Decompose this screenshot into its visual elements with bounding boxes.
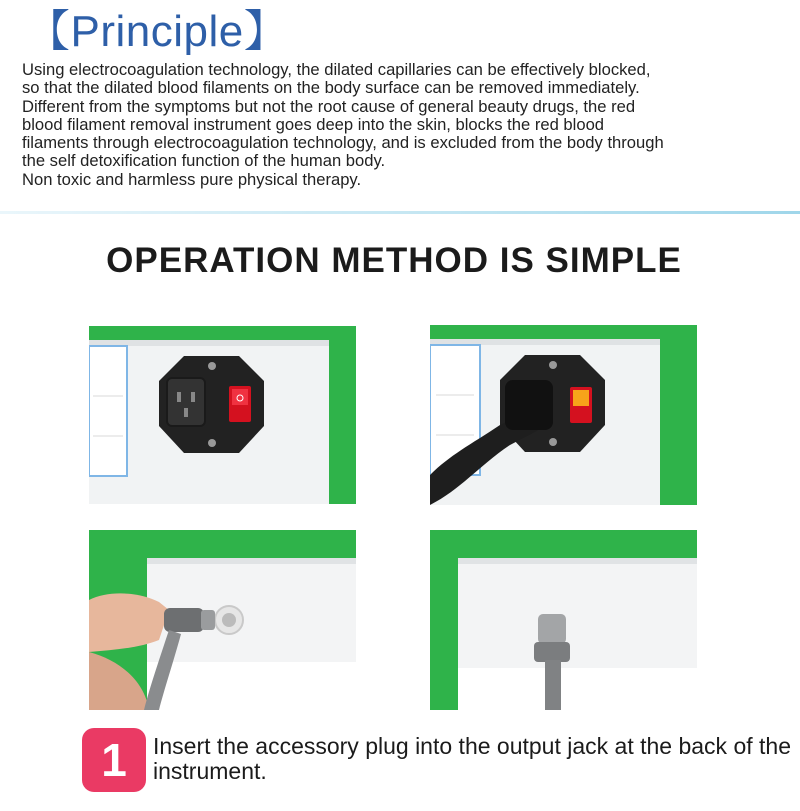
principle-line: so that the dilated blood filaments on the body surface can be removed immediately. xyxy=(22,78,640,98)
section-divider xyxy=(0,211,800,214)
step-number-badge: 1 xyxy=(82,728,146,792)
photo-power-cord-plugged xyxy=(430,325,697,505)
operation-title: OPERATION METHOD IS SIMPLE xyxy=(106,241,682,280)
principle-description xyxy=(22,61,792,189)
principle-title-text: Principle xyxy=(70,7,244,56)
principle-line: blood filament removal instrument goes deep into the skin, blocks the red blood xyxy=(22,114,605,134)
principle-line: Non toxic and harmless pure physical therapy. xyxy=(22,169,362,189)
photo-plug-inserted xyxy=(430,530,697,710)
principle-line: Using electrocoagulation technology, the dilated capillaries can be effectively blocked, xyxy=(22,60,651,79)
step-instruction: Insert the accessory plug into the output jack at the back of the instrument. xyxy=(153,733,791,784)
photo-power-socket xyxy=(89,326,356,504)
principle-line: filaments through electrocoagulation technology, and is excluded from the body through xyxy=(22,133,664,153)
photo-insert-plug xyxy=(89,530,356,710)
principle-title xyxy=(26,4,288,60)
bracket-open: 【 xyxy=(26,7,71,56)
principle-line: Different from the symptoms but not the root cause of general beauty drugs, the red xyxy=(22,96,636,116)
principle-line: the self detoxification function of the human body. xyxy=(22,151,386,171)
bracket-close: 】 xyxy=(243,7,289,56)
